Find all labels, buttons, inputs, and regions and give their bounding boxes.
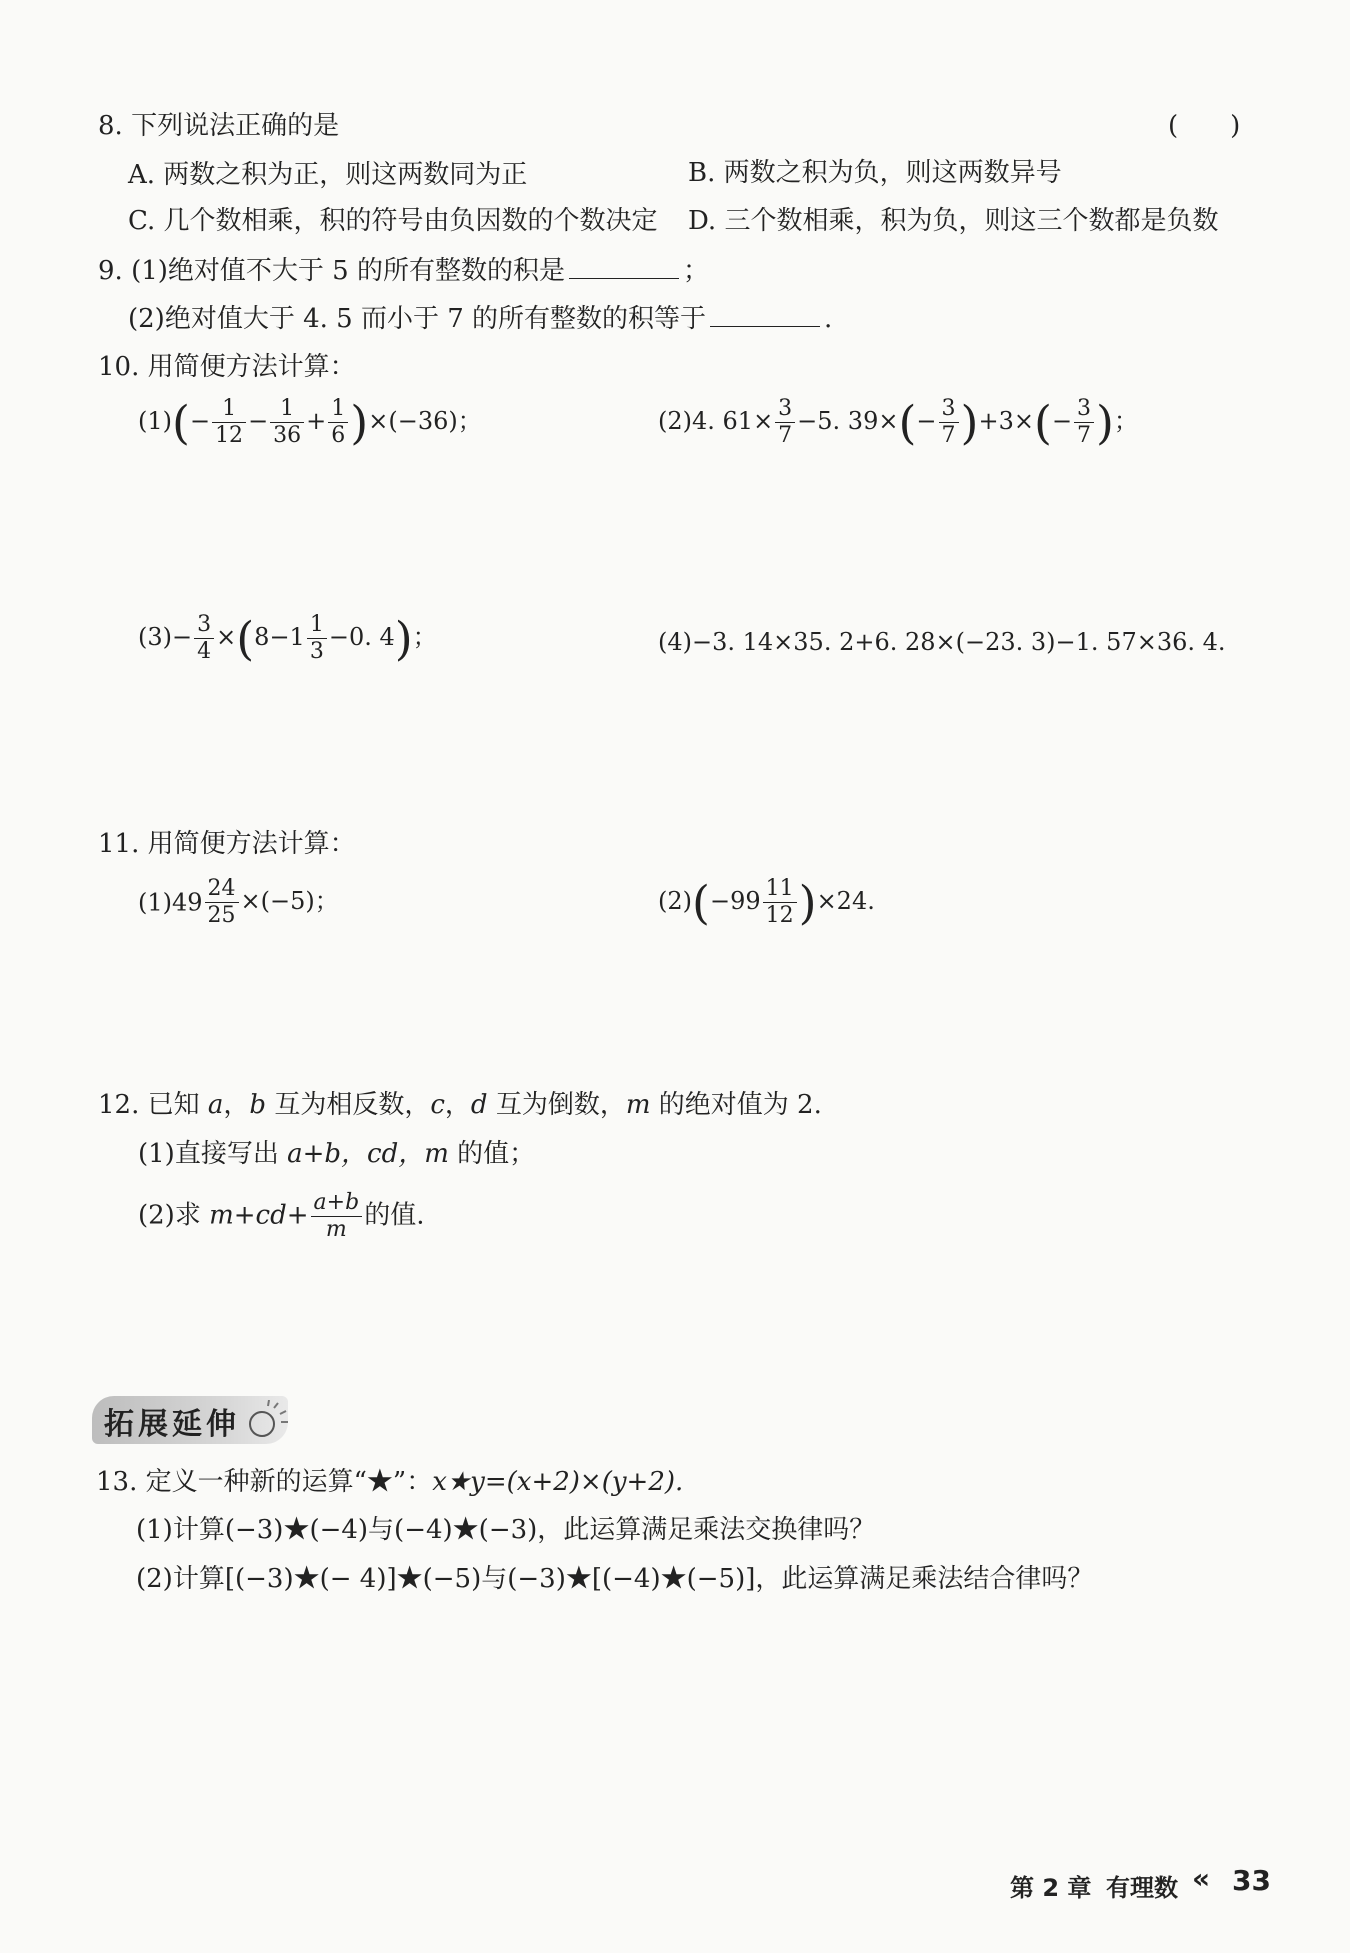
denominator: m [325, 1217, 347, 1242]
left-paren: ( [236, 611, 255, 666]
minus-sign: − [1051, 407, 1073, 435]
footer-chapter-title: 有理数 [1106, 1874, 1178, 1902]
fraction [1074, 396, 1094, 449]
q10-part2 [658, 396, 1138, 449]
q11-part2 [658, 876, 875, 929]
q8-option-a: A. 两数之积为正，则这两数同为正 [128, 160, 528, 190]
q13-part2: (2)计算[(−3)★(− 4)]★(−5)与(−3)★[(−4)★(−5)]，此运算满足乘法结合律吗？ [136, 1564, 1094, 1594]
minus-sign: − [916, 407, 937, 435]
q12-part2-expr: m+cd+ [209, 1200, 309, 1231]
fraction [270, 396, 304, 449]
denominator: 12 [215, 423, 244, 448]
q11-stem: 11. 用简便方法计算： [98, 829, 356, 859]
q9-part1-text: 9. (1)绝对值不大于 5 的所有整数的积是 [98, 256, 565, 286]
q12-part2-pre: (2)求 [138, 1200, 210, 1231]
comma: ， [444, 1090, 471, 1120]
fraction [205, 876, 239, 929]
numerator: 11 [763, 876, 797, 903]
right-paren: ) [394, 611, 413, 666]
q11-part1-label: (1)49 [138, 888, 203, 917]
q10-part3-tail: ； [412, 623, 437, 651]
q12-stem-mid2: 互为倒数， [487, 1090, 626, 1120]
q11-part2-label: (2) [658, 887, 692, 915]
q10-part3-inner-post: −0. 4 [328, 623, 395, 651]
q9-part1-end: ； [682, 256, 709, 286]
var-m: m [625, 1090, 651, 1120]
q10-part3-inner: 8−1 [254, 623, 305, 651]
q11-part2-tail: ×24. [816, 887, 875, 915]
q9-part1 [98, 252, 709, 289]
q13-stem [96, 1464, 683, 1500]
right-paren: ) [798, 875, 817, 930]
right-paren: ) [350, 395, 369, 450]
q12-part1-post: 的值； [448, 1139, 536, 1169]
q12-stem-pre: 12. 已知 [98, 1090, 208, 1120]
q12-part2-post: 的值. [364, 1200, 425, 1231]
double-chevron-icon: « [1192, 1862, 1211, 1895]
left-paren: ( [1033, 395, 1052, 450]
denominator: 7 [941, 423, 956, 448]
q12-stem-post: 的绝对值为 2. [650, 1090, 822, 1120]
q12-part2 [138, 1190, 424, 1243]
q10-part2-tail: ； [1114, 407, 1138, 435]
denominator: 6 [331, 423, 346, 448]
fraction [763, 876, 797, 929]
denominator: 7 [1077, 423, 1092, 448]
right-paren: ) [1096, 395, 1114, 450]
q9-part2-text: (2)绝对值大于 4. 5 而小于 7 的所有整数的积等于 [128, 304, 707, 334]
q10-stem: 10. 用简便方法计算： [98, 352, 356, 382]
right-paren: ) [960, 395, 979, 450]
left-paren: ( [172, 395, 190, 450]
q13-stem-expr: x★y=(x+2)×(y+2). [432, 1467, 684, 1497]
denominator: 36 [273, 423, 302, 448]
denominator: 7 [778, 423, 793, 448]
q10-part2-mid2: +3× [978, 407, 1034, 435]
q12-stem [98, 1087, 822, 1123]
denominator: 25 [207, 903, 236, 928]
q9-part2 [128, 300, 832, 337]
q10-part1-tail: ×(−36)； [368, 407, 482, 435]
q9-part2-blank [710, 300, 820, 327]
q10-part3 [138, 612, 437, 665]
fraction [775, 396, 795, 449]
denominator: 3 [309, 639, 324, 664]
q9-part1-blank [569, 252, 679, 279]
numerator: 3 [939, 396, 959, 423]
times-sign: × [216, 623, 237, 651]
q8-option-c: C. 几个数相乘，积的符号由负因数的个数决定 [128, 206, 658, 236]
denominator: 4 [197, 639, 212, 664]
var-c: c [430, 1090, 445, 1120]
fraction [328, 396, 348, 449]
q10-part3-label: (3)− [138, 623, 193, 651]
numerator: 1 [307, 612, 327, 639]
numerator: 3 [1074, 396, 1094, 423]
numerator: 3 [775, 396, 795, 423]
lightbulb-icon [244, 1400, 290, 1444]
left-paren: ( [692, 875, 710, 930]
fraction [194, 612, 214, 665]
fraction [307, 612, 327, 665]
numerator: 24 [205, 876, 239, 903]
q8-answer-paren: ( ) [1168, 111, 1241, 141]
numerator: a+b [311, 1190, 363, 1217]
var-b: b [249, 1090, 267, 1120]
footer-chapter: 第 2 章 [1010, 1874, 1092, 1902]
fraction [212, 396, 246, 449]
q10-part2-label: (2)4. 61× [658, 407, 774, 435]
denominator: 12 [765, 903, 794, 928]
numerator: 1 [212, 396, 246, 423]
minus-sign: − [248, 407, 269, 435]
plus-sign: + [306, 407, 327, 435]
minus-sign: − [189, 407, 211, 435]
q11-part1 [138, 876, 339, 929]
section-title: 拓展延伸 [104, 1407, 240, 1442]
var-d: d [470, 1090, 488, 1120]
q12-stem-mid: 互为相反数， [266, 1090, 431, 1120]
q13-stem-pre: 13. 定义一种新的运算“★”： [96, 1467, 433, 1497]
q11-part2-inner: −99 [709, 887, 761, 915]
q12-part1-expr: a+b，cd，m [287, 1139, 449, 1169]
q8-option-d: D. 三个数相乘，积为负，则这三个数都是负数 [688, 206, 1219, 236]
q9-part2-end: . [824, 304, 833, 334]
q8-stem: 8. 下列说法正确的是 [98, 111, 340, 141]
numerator: 1 [270, 396, 304, 423]
q8-option-b: B. 两数之积为负，则这两数异号 [688, 158, 1062, 188]
var-a: a [207, 1090, 224, 1120]
fraction [939, 396, 959, 449]
q12-part1 [138, 1136, 535, 1172]
left-paren: ( [898, 395, 917, 450]
q12-part1-pre: (1)直接写出 [138, 1139, 288, 1169]
q11-part1-tail: ×(−5)； [240, 887, 339, 915]
numerator: 1 [328, 396, 348, 423]
q10-part1 [138, 396, 482, 449]
q10-part4: (4)−3. 14×35. 2+6. 28×(−23. 3)−1. 57×36. 4. [658, 628, 1226, 656]
q13-part1: (1)计算(−3)★(−4)与(−4)★(−3)，此运算满足乘法交换律吗？ [136, 1515, 876, 1545]
q10-part2-mid: −5. 39× [797, 407, 899, 435]
comma: ， [223, 1090, 250, 1120]
numerator: 3 [194, 612, 214, 639]
page-number: 33 [1232, 1864, 1271, 1897]
q10-part1-label: (1) [138, 407, 172, 435]
fraction [311, 1190, 363, 1243]
